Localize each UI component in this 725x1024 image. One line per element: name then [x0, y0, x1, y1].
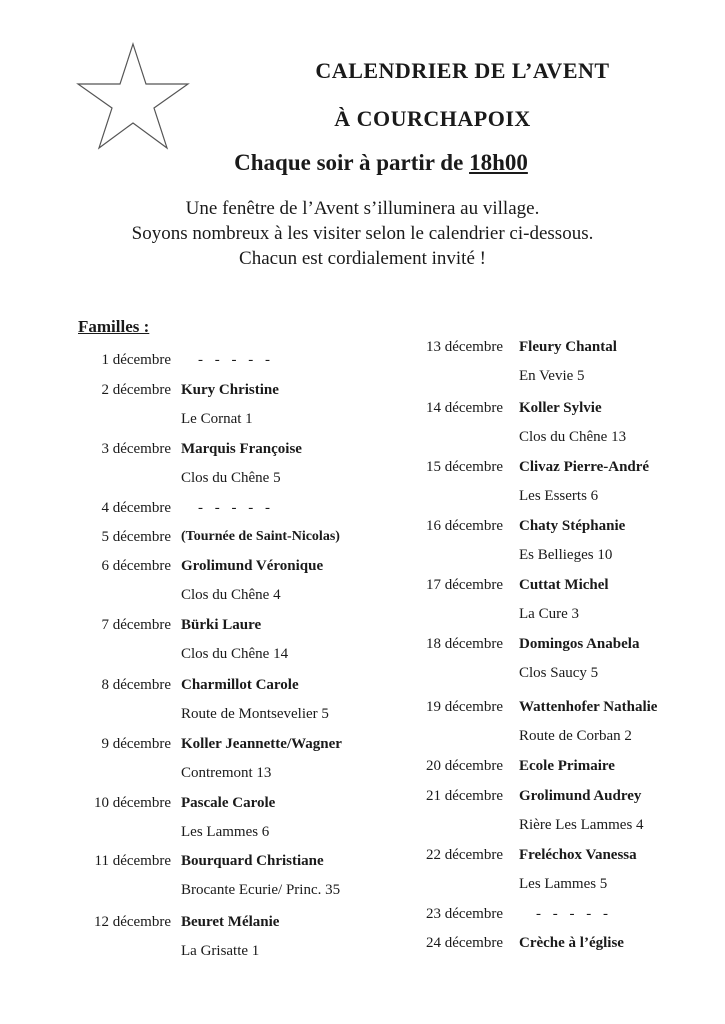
entry-name: Beuret Mélanie	[181, 914, 280, 930]
entry-name: - - - - -	[198, 500, 274, 516]
entry-date: 13 décembre	[425, 339, 503, 355]
entry-address: En Vevie 5	[519, 368, 585, 384]
entry-address: Route de Montsevelier 5	[181, 706, 329, 722]
intro-line: Chacun est cordialement invité !	[239, 248, 486, 269]
entry-name: Pascale Carole	[181, 795, 276, 811]
entry-name: Clivaz Pierre-André	[519, 459, 650, 475]
entry-date: 8 décembre	[101, 677, 171, 693]
entry-date: 22 décembre	[425, 847, 503, 863]
entry-date: 20 décembre	[425, 758, 503, 774]
subtitle-time: 18h00	[469, 150, 528, 175]
entry-name: Freléchox Vanessa	[519, 847, 637, 863]
entry-date: 1 décembre	[101, 352, 171, 368]
entry-address: Route de Corban 2	[519, 728, 632, 744]
entry-name: Wattenhofer Nathalie	[519, 699, 658, 715]
entry-date: 11 décembre	[94, 853, 171, 869]
entry-date: 23 décembre	[425, 906, 503, 922]
entry-address: Les Esserts 6	[519, 488, 599, 504]
entry-date: 7 décembre	[101, 617, 171, 633]
entry-name: Koller Jeannette/Wagner	[181, 736, 342, 752]
entry-address: Es Bellieges 10	[519, 547, 613, 563]
entry-address: Le Cornat 1	[181, 411, 253, 427]
entry-date: 5 décembre	[101, 529, 171, 545]
entry-address: Les Lammes 6	[181, 824, 270, 840]
entry-date: 17 décembre	[425, 577, 503, 593]
entry-name: Ecole Primaire	[519, 758, 615, 774]
families-label: Familles :	[78, 317, 150, 336]
entry-date: 24 décembre	[425, 935, 503, 951]
entry-address: Clos du Chêne 14	[181, 646, 289, 662]
entry-date: 12 décembre	[93, 914, 171, 930]
entry-name: Crèche à l’église	[519, 935, 624, 951]
entry-name: Fleury Chantal	[519, 339, 617, 355]
entry-address: Clos Saucy 5	[519, 665, 599, 681]
entry-name: - - - - -	[536, 906, 612, 922]
entry-date: 3 décembre	[101, 441, 171, 457]
entry-address: La Cure 3	[519, 606, 579, 622]
page-title-line2: À COURCHAPOIX	[334, 106, 531, 131]
entry-name: Cuttat Michel	[519, 577, 609, 593]
entry-name: Grolimund Audrey	[519, 788, 642, 804]
entry-name: Bourquard Christiane	[181, 853, 324, 869]
entry-date: 19 décembre	[425, 699, 503, 715]
entry-date: 14 décembre	[425, 400, 503, 416]
entry-name: Chaty Stéphanie	[519, 518, 626, 534]
entry-date: 10 décembre	[93, 795, 171, 811]
subtitle	[0, 150, 725, 176]
entry-address: Clos du Chêne 13	[519, 429, 627, 445]
entry-name: Bürki Laure	[181, 617, 262, 633]
intro-line: Une fenêtre de l’Avent s’illuminera au village.	[185, 198, 540, 219]
entry-address: Les Lammes 5	[519, 876, 608, 892]
entry-date: 2 décembre	[101, 382, 171, 398]
intro-line: Soyons nombreux à les visiter selon le calendrier ci-dessous.	[131, 223, 594, 244]
entry-date: 15 décembre	[425, 459, 503, 475]
entry-date: 4 décembre	[101, 500, 171, 516]
entry-address: Brocante Ecurie/ Princ. 35	[181, 882, 341, 898]
entry-date: 6 décembre	[101, 558, 171, 574]
entry-address: Clos du Chêne 5	[181, 470, 281, 486]
entry-date: 21 décembre	[425, 788, 503, 804]
entry-address: La Grisatte 1	[181, 943, 260, 959]
entry-name: Charmillot Carole	[181, 677, 299, 693]
page-title: CALENDRIER DE L’AVENT	[315, 58, 610, 83]
entry-name: Domingos Anabela	[519, 636, 640, 652]
entry-date: 16 décembre	[425, 518, 503, 534]
entry-address: Contremont 13	[181, 765, 272, 781]
entry-name: - - - - -	[198, 352, 274, 368]
entry-date: 9 décembre	[101, 736, 171, 752]
entry-date: 18 décembre	[425, 636, 503, 652]
entry-address: Clos du Chêne 4	[181, 587, 281, 603]
entry-name: Grolimund Véronique	[181, 558, 324, 574]
subtitle-prefix: Chaque soir à partir de	[234, 150, 470, 175]
entry-name: Marquis Françoise	[181, 441, 302, 457]
entry-name: Kury Christine	[181, 382, 279, 398]
entry-name: (Tournée de Saint-Nicolas)	[181, 529, 340, 544]
entry-address: Rière Les Lammes 4	[519, 817, 644, 833]
intro-text	[0, 196, 725, 271]
entry-name: Koller Sylvie	[519, 400, 602, 416]
